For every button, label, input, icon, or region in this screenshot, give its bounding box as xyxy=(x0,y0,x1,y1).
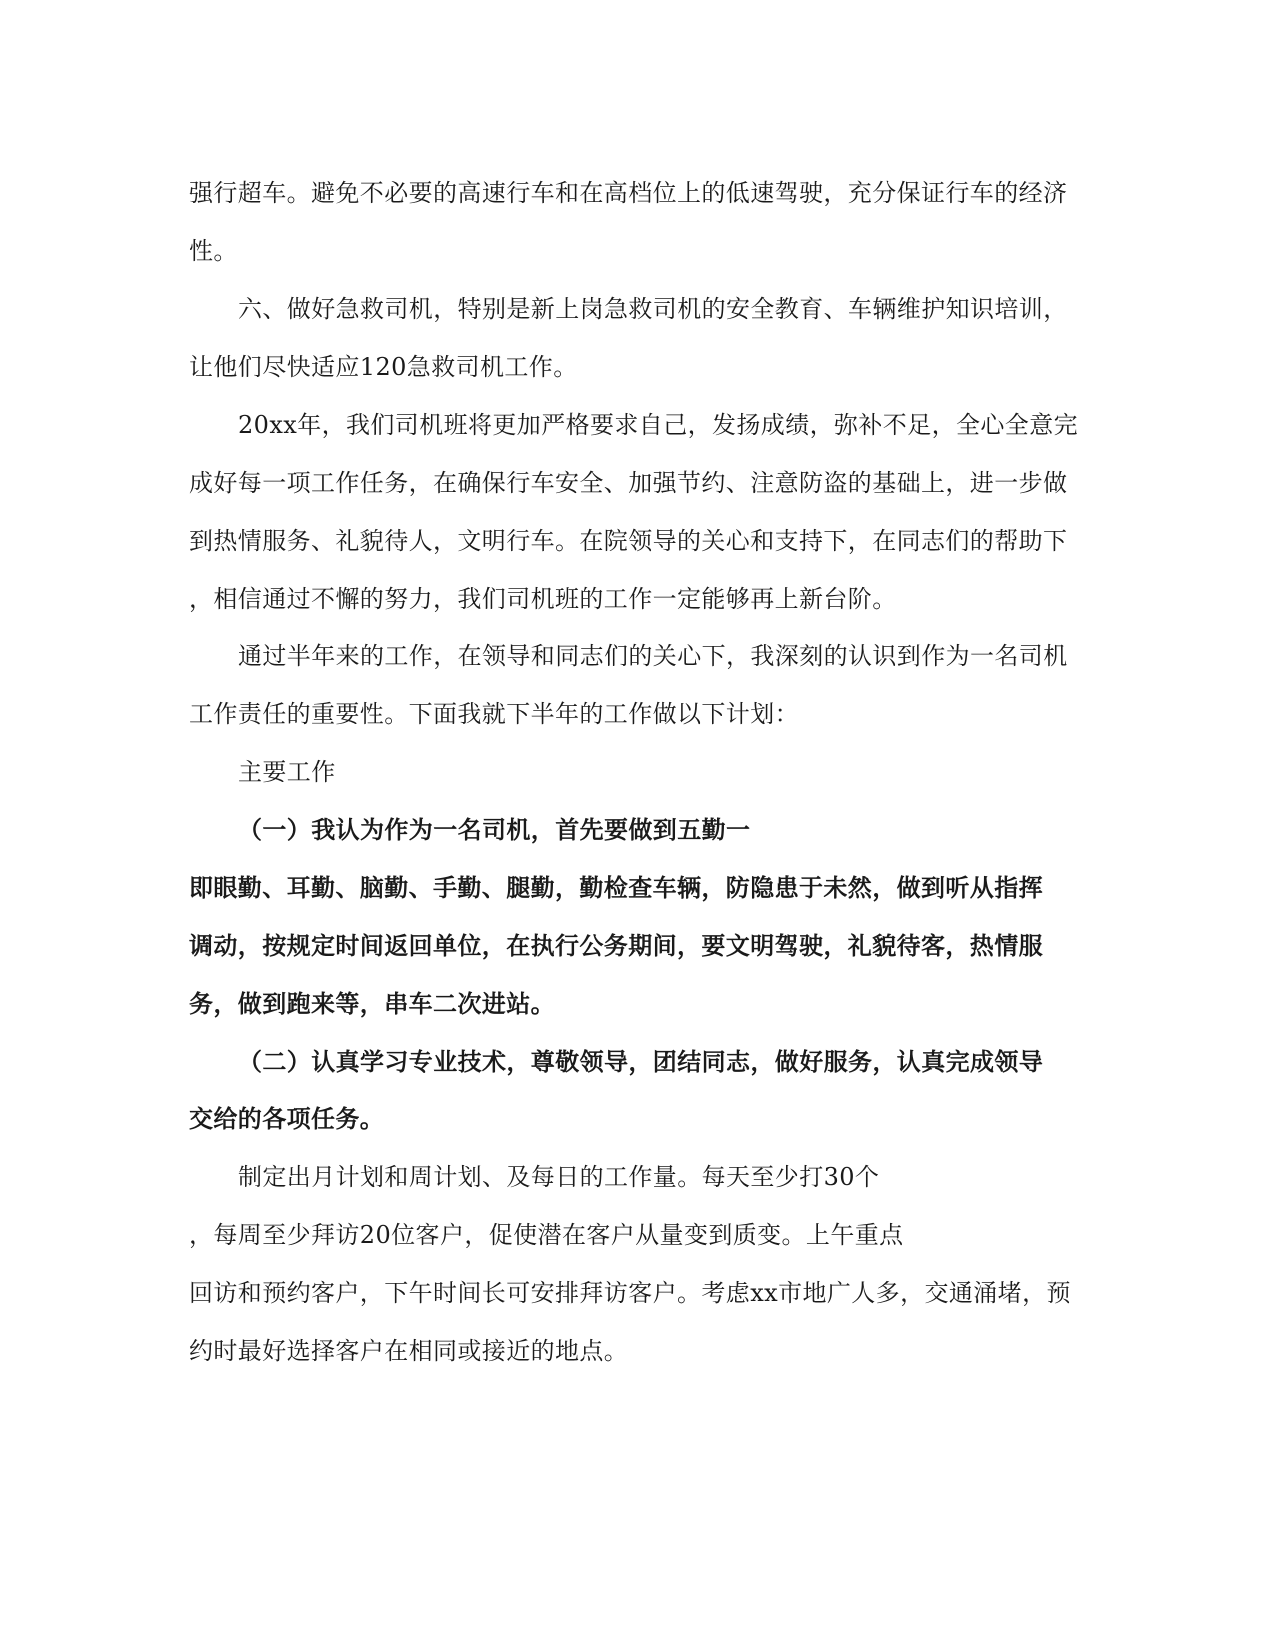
bold-paragraph-line: 调动，按规定时间返回单位，在执行公务期间，要文明驾驶，礼貌待客，热情服 xyxy=(189,932,1043,960)
bold-paragraph-line: 交给的各项任务。 xyxy=(189,1105,385,1133)
paragraph-line: 制定出月计划和周计划、及每日的工作量。每天至少打30个 xyxy=(238,1163,880,1191)
paragraph-line: 回访和预约客户，下午时间长可安排拜访客户。考虑xx市地广人多，交通涌堵，预 xyxy=(189,1279,1071,1307)
paragraph-line: 成好每一项工作任务，在确保行车安全、加强节约、注意防盗的基础上，进一步做 xyxy=(189,469,1068,497)
paragraph-line: 六、做好急救司机，特别是新上岗急救司机的安全教育、车辆维护知识培训， xyxy=(238,295,1068,323)
bold-paragraph-line: 务，做到跑来等，串车二次进站。 xyxy=(189,990,555,1018)
bold-paragraph-line: （一）我认为作为一名司机，首先要做到五勤一 xyxy=(238,816,751,844)
paragraph-line: 强行超车。避免不必要的高速行车和在高档位上的低速驾驶，充分保证行车的经济 xyxy=(189,179,1068,207)
paragraph-line: 让他们尽快适应120急救司机工作。 xyxy=(189,353,578,381)
paragraph-line: 约时最好选择客户在相同或接近的地点。 xyxy=(189,1337,629,1365)
paragraph-line: 通过半年来的工作，在领导和同志们的关心下，我深刻的认识到作为一名司机 xyxy=(238,642,1068,670)
paragraph-line: ，每周至少拜访20位客户，促使潜在客户从量变到质变。上午重点 xyxy=(189,1221,904,1249)
paragraph-line: 工作责任的重要性。下面我就下半年的工作做以下计划： xyxy=(189,700,799,728)
bold-paragraph-line: 即眼勤、耳勤、脑勤、手勤、腿勤，勤检查车辆，防隐患于未然，做到听从指挥 xyxy=(189,874,1043,902)
section-heading: 主要工作 xyxy=(238,758,336,786)
paragraph-line: 20xx年，我们司机班将更加严格要求自己，发扬成绩，弥补不足，全心全意完 xyxy=(238,411,1079,439)
paragraph-line: 性。 xyxy=(189,237,238,265)
paragraph-line: 到热情服务、礼貌待人，文明行车。在院领导的关心和支持下，在同志们的帮助下 xyxy=(189,527,1068,555)
bold-paragraph-line: （二）认真学习专业技术，尊敬领导，团结同志，做好服务，认真完成领导 xyxy=(238,1048,1044,1076)
paragraph-line: ，相信通过不懈的努力，我们司机班的工作一定能够再上新台阶。 xyxy=(189,585,897,613)
